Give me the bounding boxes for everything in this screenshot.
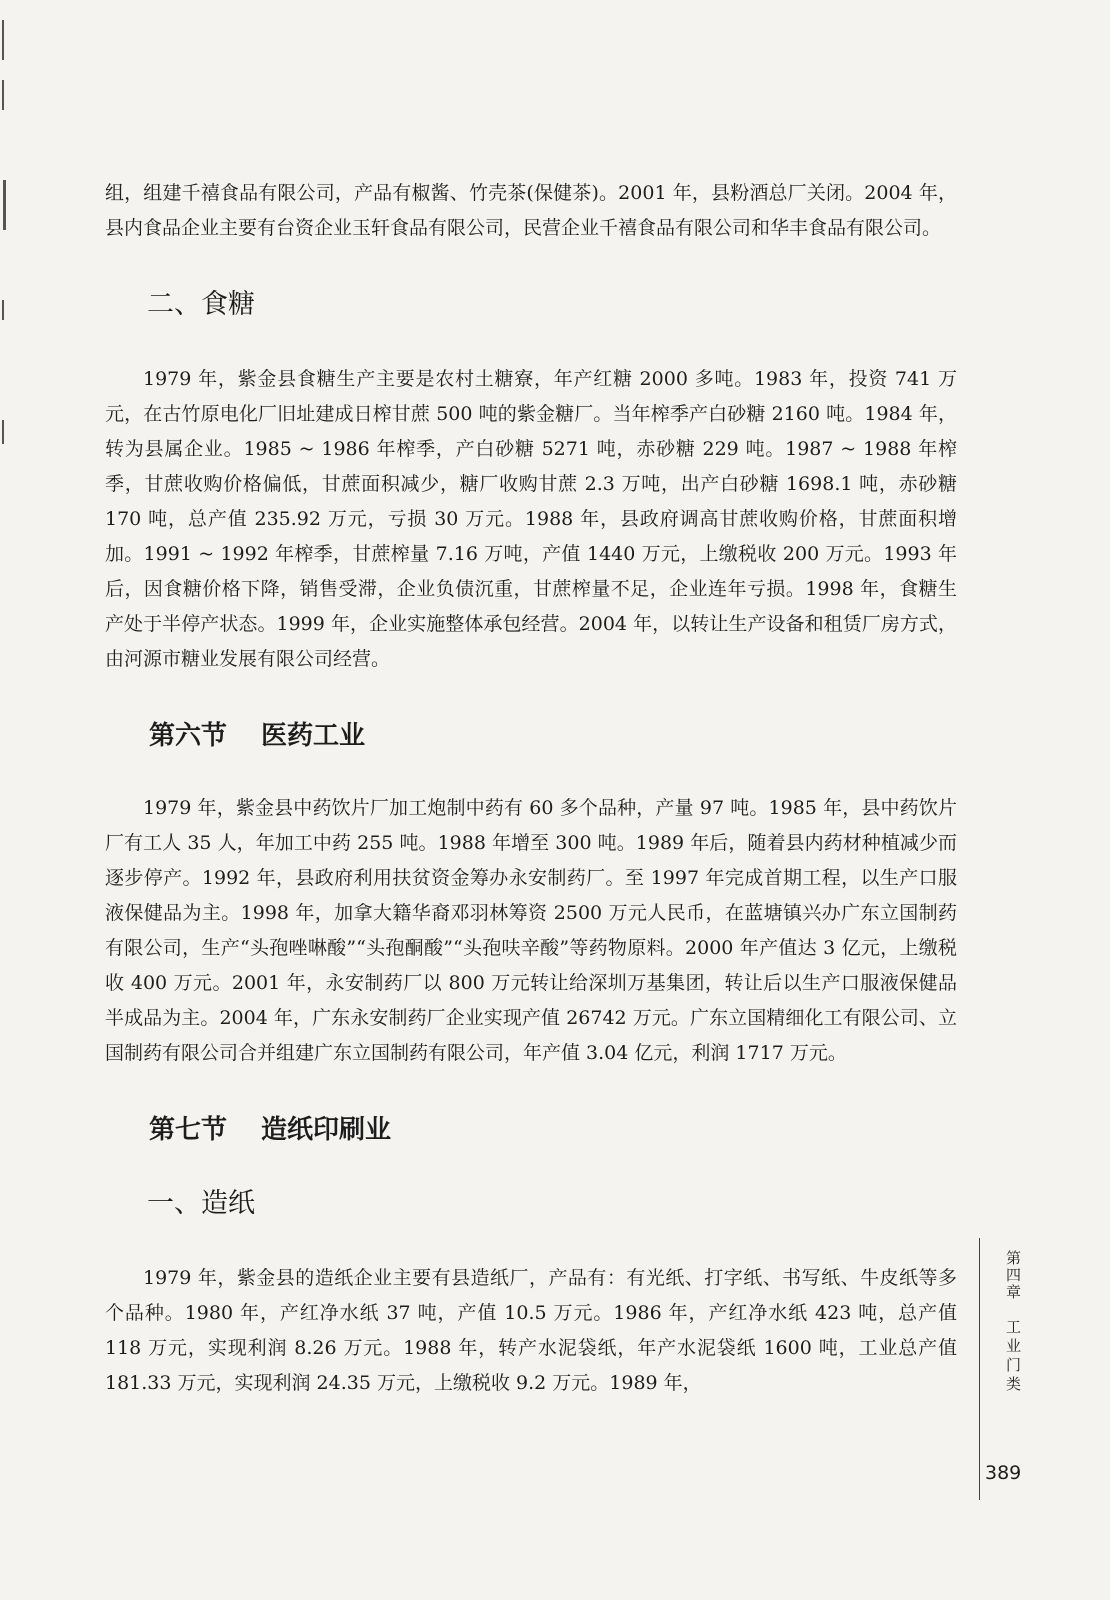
paragraph-paper: 1979 年，紫金县的造纸企业主要有县造纸厂，产品有：有光纸、打字纸、书写纸、牛皮纸等多个品种。1980 年，产红净水纸 37 吨，产值 10.5 万元。1986 年，产红净水纸 423 吨，总产值 118 万元，实现利润 8.26 万元。1988 年，转产水泥袋纸，年产水泥袋纸 1600 吨，工业总产值 181.33 万元，实现利润 24.35 万元，上缴税收 9.2 万元。1989 年，: [105, 1267, 957, 1394]
side-margin-rule: [979, 1238, 980, 1500]
chapter-category: 工业门类: [1004, 1319, 1022, 1395]
paragraph-food-continued: 组，组建千禧食品有限公司，产品有椒酱、竹壳茶(保健茶)。2001 年，县粉酒总厂关闭。2004 年，县内食品企业主要有台资企业玉轩食品有限公司，民营企业千禧食品有限公司和华丰食品有限公司。: [105, 182, 957, 239]
page-number: 389: [985, 1462, 1022, 1484]
section-heading-pharma: [149, 719, 957, 753]
section-title: 造纸印刷业: [261, 1115, 392, 1145]
page-body: [105, 176, 957, 1401]
chapter-side-tab: [992, 1250, 1034, 1395]
subheading-sugar: 二、食糖: [147, 289, 255, 320]
section-title: 医药工业: [261, 721, 366, 751]
section-number: 第六节: [149, 721, 228, 751]
paragraph-pharma: 1979 年，紫金县中药饮片厂加工炮制中药有 60 多个品种，产量 97 吨。1985 年，县中药饮片厂有工人 35 人，年加工中药 255 吨。1988 年增至 300 吨。1989 年后，随着县内药材种植减少而逐步停产。1992 年，县政府利用扶贫资金筹办永安制药厂。至 1997 年完成首期工程，以生产口服液保健品为主。1998 年，加拿大籍华裔邓羽林筹资 2500 万元人民币，在蓝塘镇兴办广东立国制药有限公司，生产“头孢唑啉酸”“头孢酮酸”“头孢呋辛酸”等药物原料。2000 年产值达 3 亿元，上缴税收 400 万元。2001 年，永安制药厂以 800 万元转让给深圳万基集团，转让后以生产口服液保健品半成品为主。2004 年，广东永安制药厂企业实现产值 26742 万元。广东立国精细化工有限公司、立国制药有限公司合并组建广东立国制药有限公司，年产值 3.04 亿元，利润 1717 万元。: [105, 797, 957, 1064]
paragraph-sugar: 1979 年，紫金县食糖生产主要是农村土糖寮，年产红糖 2000 多吨。1983 年，投资 741 万元，在古竹原电化厂旧址建成日榨甘蔗 500 吨的紫金糖厂。当年榨季产白砂糖 2160 吨。1984 年，转为县属企业。1985 ~ 1986 年榨季，产白砂糖 5271 吨，赤砂糖 229 吨。1987 ~ 1988 年榨季，甘蔗收购价格偏低，甘蔗面积减少，糖厂收购甘蔗 2.3 万吨，出产白砂糖 1698.1 吨，赤砂糖 170 吨，总产值 235.92 万元，亏损 30 万元。1988 年，县政府调高甘蔗收购价格，甘蔗面积增加。1991 ~ 1992 年榨季，甘蔗榨量 7.16 万吨，产值 1440 万元，上缴税收 200 万元。1993 年后，因食糖价格下降，销售受滞，企业负债沉重，甘蔗榨量不足，企业连年亏损。1998 年，食糖生产处于半停产状态。1999 年，企业实施整体承包经营。2004 年，以转让生产设备和租赁厂房方式，由河源市糖业发展有限公司经营。: [105, 368, 957, 670]
scan-edge-marks: [0, 0, 8, 1600]
subheading-paper: 一、造纸: [147, 1188, 255, 1219]
section-heading-paper-printing: [149, 1113, 957, 1147]
section-number: 第七节: [149, 1115, 228, 1145]
chapter-label: 第四章: [1004, 1250, 1022, 1301]
